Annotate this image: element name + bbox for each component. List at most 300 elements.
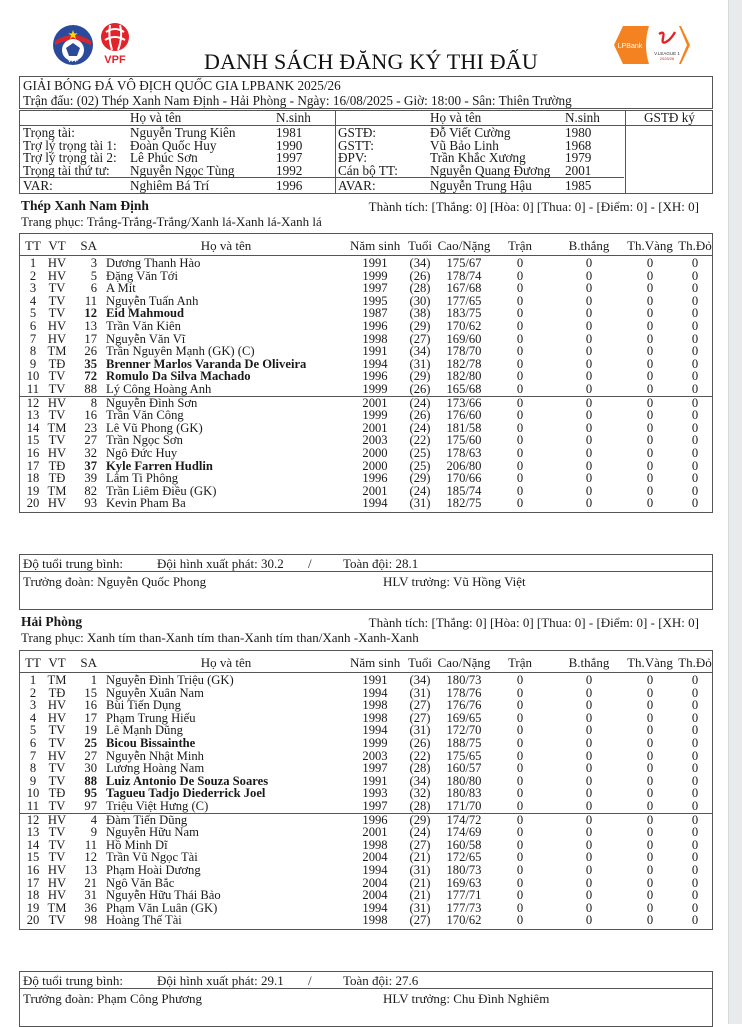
player-shirt-number: 5 <box>90 268 97 283</box>
player-shirt-number: 88 <box>84 381 97 396</box>
player-shirt-number: 27 <box>84 433 97 448</box>
player-tt: 10 <box>26 369 40 384</box>
player-matches: 0 <box>516 798 524 813</box>
player-matches: 0 <box>516 698 524 713</box>
player-position: HV <box>47 710 67 725</box>
player-red-cards: 0 <box>691 913 699 928</box>
player-position: TV <box>48 408 66 423</box>
player-position: TM <box>47 673 67 687</box>
official-role: AVAR: <box>338 178 376 193</box>
player-red-cards: 0 <box>691 369 699 384</box>
avg-age-squad: Toàn đội: 28.1 <box>343 556 419 571</box>
player-height-weight: 174/69 <box>446 825 482 840</box>
officials-header-name2: Họ và tên <box>430 110 482 125</box>
player-red-cards: 0 <box>691 344 699 359</box>
team-manager: Trưởng đoàn: Phạm Công Phương <box>23 991 203 1006</box>
player-age: (28) <box>409 798 431 813</box>
player-player-name: Trần Vũ Ngọc Tài <box>106 850 198 865</box>
player-shirt-number: 13 <box>84 318 97 333</box>
player-tt: 1 <box>29 673 37 687</box>
player-height-weight: 178/74 <box>446 268 482 283</box>
player-position: TĐ <box>48 471 66 486</box>
player-birth-year: 2001 <box>362 395 388 410</box>
player-birth-year: 2003 <box>362 433 388 448</box>
player-position: TĐ <box>48 356 66 371</box>
col-goals-header: B.thắng <box>568 238 610 253</box>
player-goals: 0 <box>585 850 593 865</box>
player-red-cards: 0 <box>691 381 699 396</box>
player-tt: 12 <box>26 395 40 410</box>
player-age: (28) <box>409 761 431 776</box>
player-birth-year: 1998 <box>362 837 388 852</box>
col-tt-header: TT <box>25 238 41 253</box>
player-yellow-cards: 0 <box>646 496 654 511</box>
player-yellow-cards: 0 <box>646 710 654 725</box>
player-position: HV <box>47 698 67 713</box>
player-tt: 20 <box>26 496 40 511</box>
substitute-player-row <box>20 447 712 460</box>
player-matches: 0 <box>516 825 524 840</box>
player-shirt-number: 17 <box>84 710 97 725</box>
player-yellow-cards: 0 <box>646 798 654 813</box>
player-matches: 0 <box>516 306 524 321</box>
col-yellow-cards-header: Th.Vàng <box>627 238 673 253</box>
player-red-cards: 0 <box>691 710 699 725</box>
player-red-cards: 0 <box>691 875 699 890</box>
player-birth-year: 1997 <box>362 281 388 296</box>
player-tt: 2 <box>29 268 37 283</box>
player-birth-year: 2000 <box>362 458 388 473</box>
player-goals: 0 <box>585 483 593 498</box>
player-height-weight: 182/80 <box>446 369 482 384</box>
player-position: TV <box>48 837 66 852</box>
season-text: 2025/26 <box>659 56 675 61</box>
player-goals: 0 <box>585 673 593 687</box>
player-player-name: Bùi Tiến Dụng <box>106 698 181 713</box>
player-age: (31) <box>409 496 431 511</box>
player-age: (24) <box>409 483 431 498</box>
player-age: (31) <box>409 685 431 700</box>
col-height-weight-header: Cao/Nặng <box>437 655 491 670</box>
player-yellow-cards: 0 <box>646 673 654 687</box>
player-height-weight: 180/73 <box>446 673 482 687</box>
player-position: TV <box>48 306 66 321</box>
player-position: HV <box>47 318 67 333</box>
player-yellow-cards: 0 <box>646 875 654 890</box>
starting-player-row <box>20 674 712 687</box>
player-birth-year: 1995 <box>362 293 388 308</box>
player-matches: 0 <box>516 710 524 725</box>
player-tt: 8 <box>29 344 37 359</box>
player-red-cards: 0 <box>691 420 699 435</box>
starting-player-row <box>20 762 712 775</box>
avg-age-row-away <box>19 971 713 989</box>
player-age: (34) <box>409 673 431 687</box>
substitute-player-row <box>20 472 712 485</box>
player-matches: 0 <box>516 445 524 460</box>
player-yellow-cards: 0 <box>646 458 654 473</box>
player-height-weight: 165/68 <box>446 381 482 396</box>
player-shirt-number: 88 <box>84 773 97 788</box>
player-matches: 0 <box>516 761 524 776</box>
player-position: HV <box>47 331 67 346</box>
official-year: 1992 <box>276 162 303 178</box>
player-birth-year: 1994 <box>362 723 388 738</box>
player-yellow-cards: 0 <box>646 837 654 852</box>
player-red-cards: 0 <box>691 408 699 423</box>
player-shirt-number: 36 <box>84 900 97 915</box>
player-tt: 14 <box>26 420 40 435</box>
official-role: Trọng tài: <box>23 125 75 140</box>
player-yellow-cards: 0 <box>646 268 654 283</box>
player-age: (27) <box>409 913 431 928</box>
player-position: TV <box>48 369 66 384</box>
player-tt: 13 <box>26 825 40 840</box>
player-birth-year: 1987 <box>362 306 388 321</box>
player-goals: 0 <box>585 888 593 903</box>
player-tt: 8 <box>29 761 37 776</box>
player-age: (26) <box>409 735 431 750</box>
officials-header-year: N.sinh <box>276 110 311 125</box>
player-player-name: Trần Văn Kiên <box>106 318 181 333</box>
starting-player-row <box>20 320 712 333</box>
player-age: (29) <box>409 369 431 384</box>
player-birth-year: 2004 <box>362 850 388 865</box>
player-yellow-cards: 0 <box>646 723 654 738</box>
starting-player-row <box>20 800 712 813</box>
player-position: TV <box>48 913 66 928</box>
player-player-name: Đặng Văn Tới <box>106 268 178 283</box>
player-player-name: Trần Ngọc Sơn <box>106 433 183 448</box>
official-name: Đoàn Quốc Huy <box>130 137 217 153</box>
player-height-weight: 169/65 <box>446 710 482 725</box>
player-height-weight: 172/70 <box>446 723 482 738</box>
player-goals: 0 <box>585 875 593 890</box>
player-matches: 0 <box>516 344 524 359</box>
player-height-weight: 175/60 <box>446 433 482 448</box>
player-player-name: Lâm Ti Phông <box>106 471 179 486</box>
player-height-weight: 181/58 <box>446 420 482 435</box>
starting-player-row <box>20 345 712 358</box>
player-yellow-cards: 0 <box>646 888 654 903</box>
player-yellow-cards: 0 <box>646 748 654 763</box>
player-age: (24) <box>409 420 431 435</box>
player-tt: 13 <box>26 408 40 423</box>
player-goals: 0 <box>585 698 593 713</box>
head-coach: HLV trưởng: Chu Đình Nghiêm <box>383 991 550 1006</box>
player-tt: 7 <box>29 331 37 346</box>
player-age: (34) <box>409 344 431 359</box>
player-shirt-number: 17 <box>84 331 97 346</box>
player-player-name: Lê Vũ Phong (GK) <box>106 420 203 435</box>
official-name: Trần Khắc Xương <box>430 150 526 166</box>
player-shirt-number: 37 <box>84 458 97 473</box>
player-red-cards: 0 <box>691 723 699 738</box>
starting-player-row <box>20 282 712 295</box>
player-birth-year: 2003 <box>362 748 388 763</box>
player-goals: 0 <box>585 395 593 410</box>
official-year: 1996 <box>276 178 303 193</box>
player-matches: 0 <box>516 888 524 903</box>
player-yellow-cards: 0 <box>646 433 654 448</box>
player-player-name: Ngô Văn Bắc <box>106 875 175 890</box>
player-red-cards: 0 <box>691 837 699 852</box>
player-red-cards: 0 <box>691 496 699 511</box>
player-yellow-cards: 0 <box>646 331 654 346</box>
player-matches: 0 <box>516 433 524 448</box>
player-yellow-cards: 0 <box>646 900 654 915</box>
player-goals: 0 <box>585 735 593 750</box>
player-player-name: Nguyễn Văn Vĩ <box>106 331 186 346</box>
player-matches: 0 <box>516 735 524 750</box>
player-height-weight: 169/63 <box>446 875 482 890</box>
player-height-weight: 185/74 <box>446 483 482 498</box>
player-player-name: Phạm Văn Luân (GK) <box>106 900 218 915</box>
player-birth-year: 1996 <box>362 812 388 827</box>
player-matches: 0 <box>516 483 524 498</box>
player-birth-year: 1998 <box>362 331 388 346</box>
player-age: (30) <box>409 293 431 308</box>
player-birth-year: 2004 <box>362 888 388 903</box>
player-height-weight: 178/76 <box>446 685 482 700</box>
player-matches: 0 <box>516 812 524 827</box>
player-red-cards: 0 <box>691 685 699 700</box>
player-red-cards: 0 <box>691 825 699 840</box>
player-matches: 0 <box>516 723 524 738</box>
officials-header-sign: GSTĐ ký <box>644 110 695 125</box>
player-birth-year: 1997 <box>362 798 388 813</box>
player-position: TM <box>47 900 67 915</box>
player-tt: 20 <box>26 913 40 928</box>
player-matches: 0 <box>516 268 524 283</box>
team-stats-home: Thành tích: [Thắng: 0] [Hòa: 0] [Thua: 0] - [Điểm: 0] - [XH: 0] <box>368 199 699 214</box>
player-height-weight: 180/83 <box>446 786 482 801</box>
player-red-cards: 0 <box>691 458 699 473</box>
player-age: (24) <box>409 395 431 410</box>
substitute-player-row <box>20 864 712 877</box>
substitute-player-row <box>20 826 712 839</box>
player-position: TV <box>48 381 66 396</box>
player-position: TV <box>48 850 66 865</box>
player-matches: 0 <box>516 773 524 788</box>
player-tt: 16 <box>26 445 40 460</box>
player-shirt-number: 4 <box>90 812 97 827</box>
player-yellow-cards: 0 <box>646 483 654 498</box>
player-shirt-number: 30 <box>84 761 97 776</box>
player-birth-year: 1994 <box>362 356 388 371</box>
player-red-cards: 0 <box>691 888 699 903</box>
official-year: 1985 <box>565 178 592 193</box>
player-shirt-number: 9 <box>90 825 97 840</box>
roster-table-home <box>19 233 713 513</box>
player-player-name: Lê Mạnh Dũng <box>106 723 183 738</box>
player-red-cards: 0 <box>691 268 699 283</box>
official-name: Nguyễn Trung Kiên <box>130 125 236 140</box>
player-red-cards: 0 <box>691 900 699 915</box>
col-height-weight-header: Cao/Nặng <box>437 238 491 253</box>
competition-name: GIẢI BÓNG ĐÁ VÔ ĐỊCH QUỐC GIA LPBANK 2025/26 <box>23 78 341 93</box>
player-matches: 0 <box>516 293 524 308</box>
player-position: TV <box>48 761 66 776</box>
player-red-cards: 0 <box>691 483 699 498</box>
player-yellow-cards: 0 <box>646 862 654 877</box>
player-birth-year: 1991 <box>362 256 388 270</box>
player-shirt-number: 12 <box>84 306 97 321</box>
roster-header <box>20 234 712 256</box>
player-matches: 0 <box>516 420 524 435</box>
player-birth-year: 2001 <box>362 825 388 840</box>
player-height-weight: 171/70 <box>446 798 482 813</box>
player-birth-year: 1991 <box>362 673 388 687</box>
player-goals: 0 <box>585 344 593 359</box>
avg-age-label: Độ tuổi trung bình: <box>23 973 124 988</box>
player-tt: 18 <box>26 888 40 903</box>
player-shirt-number: 3 <box>90 256 97 270</box>
player-shirt-number: 93 <box>84 496 97 511</box>
player-birth-year: 1996 <box>362 369 388 384</box>
player-height-weight: 170/66 <box>446 471 482 486</box>
col-birth-year-header: Năm sinh <box>350 655 401 670</box>
player-birth-year: 1996 <box>362 471 388 486</box>
player-goals: 0 <box>585 786 593 801</box>
col-matches-header: Trận <box>507 238 533 253</box>
player-red-cards: 0 <box>691 293 699 308</box>
player-red-cards: 0 <box>691 735 699 750</box>
player-player-name: Trần Văn Công <box>106 408 184 423</box>
player-birth-year: 1998 <box>362 710 388 725</box>
player-yellow-cards: 0 <box>646 812 654 827</box>
player-height-weight: 177/73 <box>446 900 482 915</box>
head-coach: HLV trưởng: Vũ Hồng Việt <box>383 574 526 589</box>
player-player-name: Romulo Da Silva Machado <box>106 369 251 384</box>
player-matches: 0 <box>516 496 524 511</box>
player-height-weight: 170/62 <box>446 318 482 333</box>
player-shirt-number: 19 <box>84 723 97 738</box>
player-height-weight: 160/57 <box>446 761 482 776</box>
player-goals: 0 <box>585 458 593 473</box>
vff-logo-text: VFF <box>67 58 79 64</box>
vpf-logo-text: VPF <box>104 54 126 66</box>
substitute-player-row <box>20 914 712 927</box>
player-red-cards: 0 <box>691 433 699 448</box>
roster-table-away <box>19 650 713 930</box>
player-height-weight: 182/75 <box>446 496 482 511</box>
player-goals: 0 <box>585 293 593 308</box>
player-tt: 3 <box>29 698 37 713</box>
player-matches: 0 <box>516 318 524 333</box>
col-age-header: Tuổi <box>407 655 433 670</box>
player-height-weight: 169/60 <box>446 331 482 346</box>
player-shirt-number: 21 <box>84 875 97 890</box>
player-age: (22) <box>409 433 431 448</box>
player-matches: 0 <box>516 381 524 396</box>
player-tt: 18 <box>26 471 40 486</box>
player-position: TM <box>47 483 67 498</box>
player-player-name: Nguyễn Hữu Thái Bảo <box>106 888 221 903</box>
player-tt: 6 <box>29 318 37 333</box>
player-matches: 0 <box>516 281 524 296</box>
player-tt: 6 <box>29 735 37 750</box>
player-goals: 0 <box>585 433 593 448</box>
player-birth-year: 2000 <box>362 445 388 460</box>
avg-age-row-home <box>19 554 713 572</box>
official-year: 1990 <box>276 137 303 153</box>
player-matches: 0 <box>516 256 524 270</box>
player-shirt-number: 16 <box>84 408 97 423</box>
substitute-player-row <box>20 813 712 827</box>
player-shirt-number: 32 <box>84 445 97 460</box>
player-goals: 0 <box>585 331 593 346</box>
player-shirt-number: 11 <box>84 293 97 308</box>
player-goals: 0 <box>585 281 593 296</box>
official-name: Nguyễn Quang Đương <box>430 162 551 178</box>
player-shirt-number: 97 <box>84 798 97 813</box>
player-matches: 0 <box>516 673 524 687</box>
avg-age-starting: Đội hình xuất phát: 29.1 <box>157 973 284 988</box>
player-goals: 0 <box>585 256 593 270</box>
player-player-name: Nguyễn Tuấn Anh <box>106 293 199 308</box>
player-shirt-number: 8 <box>90 395 97 410</box>
officials-table <box>19 110 713 194</box>
player-tt: 11 <box>26 381 40 396</box>
player-age: (27) <box>409 837 431 852</box>
player-tt: 14 <box>26 837 40 852</box>
player-birth-year: 1991 <box>362 344 388 359</box>
official-role: Trọng tài thứ tư: <box>23 162 110 178</box>
player-goals: 0 <box>585 798 593 813</box>
col-red-cards-header: Th.Đỏ <box>678 238 712 253</box>
player-player-name: Eid Mahmoud <box>106 306 185 321</box>
team-name-home: Thép Xanh Nam Định <box>21 198 149 213</box>
team-kit-away: Trang phục: Xanh tím than-Xanh tím than-Xanh tím than/Xanh -Xanh-Xanh <box>21 630 419 645</box>
player-age: (25) <box>409 445 431 460</box>
player-tt: 2 <box>29 685 37 700</box>
player-goals: 0 <box>585 268 593 283</box>
vleague-text: V.LEAGUE 1 <box>654 51 680 56</box>
player-matches: 0 <box>516 837 524 852</box>
player-birth-year: 1998 <box>362 913 388 928</box>
player-matches: 0 <box>516 913 524 928</box>
player-matches: 0 <box>516 471 524 486</box>
player-age: (34) <box>409 773 431 788</box>
player-age: (25) <box>409 458 431 473</box>
player-goals: 0 <box>585 837 593 852</box>
player-position: TV <box>48 825 66 840</box>
col-goals-header: B.thắng <box>568 655 610 670</box>
player-matches: 0 <box>516 862 524 877</box>
col-position-header: VT <box>48 238 66 253</box>
player-birth-year: 1997 <box>362 761 388 776</box>
substitute-player-row <box>20 889 712 902</box>
player-player-name: Nguyễn Hữu Nam <box>106 825 199 840</box>
player-age: (21) <box>409 850 431 865</box>
player-yellow-cards: 0 <box>646 735 654 750</box>
player-birth-year: 2004 <box>362 875 388 890</box>
player-yellow-cards: 0 <box>646 293 654 308</box>
player-age: (27) <box>409 710 431 725</box>
player-yellow-cards: 0 <box>646 318 654 333</box>
player-position: TM <box>47 420 67 435</box>
officials-header-name: Họ và tên <box>130 110 182 125</box>
player-birth-year: 1994 <box>362 685 388 700</box>
player-shirt-number: 27 <box>84 748 97 763</box>
player-tt: 9 <box>29 356 37 371</box>
player-red-cards: 0 <box>691 356 699 371</box>
player-height-weight: 177/65 <box>446 293 482 308</box>
substitute-player-row <box>20 409 712 422</box>
match-info: Trận đấu: (02) Thép Xanh Nam Định - Hải Phòng - Ngày: 16/08/2025 - Giờ: 18:00 - Sân: Thiên Trường <box>23 93 572 108</box>
player-height-weight: 188/75 <box>446 735 482 750</box>
